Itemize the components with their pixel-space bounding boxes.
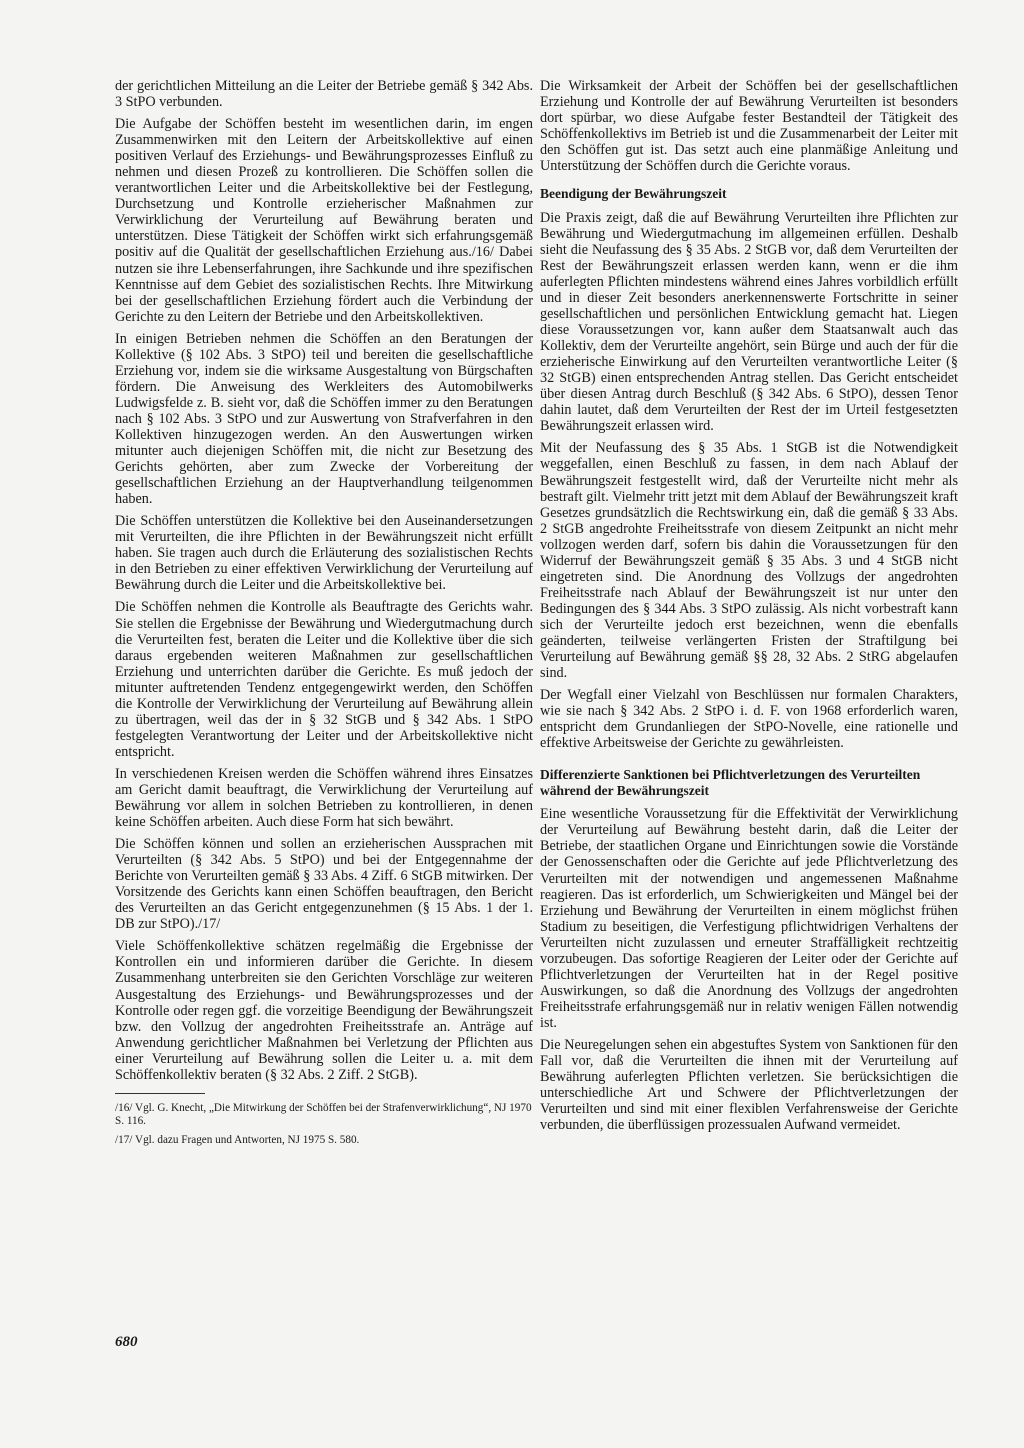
paragraph: Die Schöffen nehmen die Kontrolle als Beauftragte des Gerichts wahr. Sie stellen die Ergebnisse der Bewährung und Wiedergutmachung durch die Verurteilten fest, beraten die Leiter und die Kollektive über die sich daraus ergebenden weiteren Maßnahmen zur gesellschaftlichen Erziehung und unterrichten darüber die Gerichte. Es muß jedoch der mitunter auftretenden Tendenz entgegengewirkt werden, den Schöffen die Kontrolle der Verwirklichung der Verurteilung auf Bewährung allein zu übertragen, weil das der in § 32 StGB und § 342 Abs. 1 StPO festgelegten Verantwortung der Leiter und der Arbeitskollektive nicht entspricht. xyxy=(115,599,533,760)
paragraph: In einigen Betrieben nehmen die Schöffen an den Beratungen der Kollektive (§ 102 Abs. 3 StPO) teil und bereiten die gesellschaftliche Erziehung vor, indem sie die wirksame Ausgestaltung von Bürgschaften fördern. Die Anweisung des Werkleiters des Automobilwerks Ludwigsfelde z. B. sieht vor, daß die Schöffen immer zu den Beratungen nach § 102 Abs. 3 StPO und zur Auswertung von Strafverfahren in den Kollektiven hinzugezogen werden. An den Auswertungen wirken mitunter auch diejenigen Schöffen mit, die nicht zur Besetzung des Gerichts gehörten, aber zum Zwecke der Vorbereitung der gesellschaftlichen Erziehung an der Hauptverhandlung teilgenommen haben. xyxy=(115,330,533,508)
paragraph: Viele Schöffenkollektive schätzen regelmäßig die Ergebnisse der Kontrollen ein und informieren darüber die Gerichte. In diesem Zusammenhang unterbreiten sie den Gerichten Vorschläge zur weiteren Ausgestaltung des Erziehungs- und Bewährungsprozesses und der Kontrolle oder regen ggf. die vorzeitige Beendigung der Bewährungszeit bzw. den Vollzug der angedrohten Freiheitsstrafe an. Anträge auf Anwendung gerichtlicher Maßnahmen bei Verletzung der Pflichten aus einer Verurteilung auf Bewährung sollen die Leiter u. a. mit dem Schöffenkollektiv beraten (§ 32 Abs. 2 Ziff. 2 StGB). xyxy=(115,938,533,1083)
paragraph: In verschiedenen Kreisen werden die Schöffen während ihres Einsatzes am Gericht damit beauftragt, die Verwirklichung der Verurteilung auf Bewährung vor allem in solchen Betrieben zu kontrollieren, in denen keine Schöffen arbeiten. Auch diese Form hat sich bewährt. xyxy=(115,765,533,831)
paragraph: der gerichtlichen Mitteilung an die Leiter der Betriebe gemäß § 342 Abs. 3 StPO verbunden. xyxy=(115,78,533,111)
paragraph: Mit der Neufassung des § 35 Abs. 1 StGB ist die Notwendigkeit weggefallen, einen Beschluß zu fassen, in dem nach Ablauf der Bewährungszeit festgestellt wird, daß der Verurteilte nicht mehr als bestraft gilt. Vielmehr tritt jetzt mit dem Ablauf der Bewährungszeit kraft Gesetzes grundsätzlich die Rechtswirkung ein, daß die gemäß § 33 Abs. 2 StGB angedrohte Freiheitsstrafe von diesem Zeitpunkt an nicht mehr vollzogen werden darf, sofern bis dahin die Voraussetzungen für den Widerruf der Bewährungszeit gemäß § 35 Abs. 3 und 4 StGB nicht eingetreten sind. Die Anordnung des Vollzugs der angedrohten Freiheitsstrafe nach Ablauf der Bewährungszeit ist nur unter den Bedingungen des § 344 Abs. 3 StPO zulässig. Als nicht vorbestraft kann sich der Verurteilte jedoch erst bezeichnen, wenn die ebenfalls geänderten, teilweise verlängerten Fristen der Straftilgung bei Verurteilung auf Bewährung gemäß §§ 28, 32 Abs. 2 StRG abgelaufen sind. xyxy=(540,440,958,682)
page-number: 680 xyxy=(115,1334,138,1350)
paragraph: Die Schöffen unterstützen die Kollektive bei den Auseinandersetzungen mit Verurteilten, die ihre Pflichten in der Bewährungszeit nicht erfüllt haben. Sie tragen auch durch die Erläuterung des sozialistischen Rechts in den Betrieben zu einer effektiven Verwirklichung der Verurteilung auf Bewährung durch die Leiter und die Arbeitskollektive bei. xyxy=(115,513,533,594)
section-heading: Beendigung der Bewährungszeit xyxy=(540,186,727,202)
paragraph: Eine wesentliche Voraussetzung für die Effektivität der Verwirklichung der Verurteilung auf Bewährung besteht darin, daß die Leiter der Betriebe, der staatlichen Organe und Einrichtungen sowie die Vorstände der Genossenschaften oder die Gerichte auf jede Pflichtverletzung des Verurteilten mit der notwendigen und angemessenen Maßnahme reagieren. Das ist erforderlich, um Schwierigkeiten und Mängel bei der Erziehung und Bewährung der Verurteilten in einem möglichst frühen Stadium zu beseitigen, die Verfestigung pflichtwidrigen Verhaltens der Verurteilten nicht zuzulassen und erneuter Straffälligkeit rechtzeitig vorzubeugen. Das sofortige Reagieren der Leiter oder der Gerichte auf Pflichtverletzungen der Verurteilten hat in der Regel positive Auswirkungen, so daß die Anordnung des Vollzugs der angedrohten Freiheitsstrafe erfahrungsgemäß nur in relativ wenigen Fällen notwendig ist. xyxy=(540,806,958,1031)
paragraph: Die Praxis zeigt, daß die auf Bewährung Verurteilten ihre Pflichten zur Bewährung und Wiedergutmachung im allgemeinen erfüllen. Deshalb sieht die Neufassung des § 35 Abs. 2 StGB vor, daß dem Verurteilten der Rest der Bewährungszeit erlassen werden kann, wenn er die ihm auferlegten Pflichten mindestens während eines Jahres vorbildlich erfüllt und in dieser Zeit besonders anerkennenswerte Fortschritte in seiner gesellschaftlichen und persönlichen Entwicklung gemacht hat. Liegen diese Voraussetzungen vor, kann außer dem Staatsanwalt auch das Kollektiv, dem der Verurteilte angehört, sein Bürge und auch der für die erzieherische Einwirkung auf den Verurteilten verantwortliche Leiter (§ 32 StGB) einen entsprechenden Antrag stellen. Das Gericht entscheidet über diesen Antrag durch Beschluß (§ 342 Abs. 6 StPO), dessen Tenor dahin lautet, daß dem Verurteilten der Rest der im Urteil festgesetzten Bewährungszeit erlassen wird. xyxy=(540,209,958,435)
footnote: /17/ Vgl. dazu Fragen und Antworten, NJ 1975 S. 580. xyxy=(115,1133,360,1146)
paragraph: Die Aufgabe der Schöffen besteht im wesentlichen darin, im engen Zusammenwirken mit den Leitern der Arbeitskollektive auf einen positiven Verlauf des Erziehungs- und Bewährungsprozesses Einfluß zu nehmen und diesen Prozeß zu kontrollieren. Die Schöffen sollen die verantwortlichen Leiter und die Arbeitskollektive bei der Festlegung, Durchsetzung und Kontrolle erzieherischer Maßnahmen zur Verwirklichung der Verurteilung auf Bewährung beraten und unterstützen. Diese Tätigkeit der Schöffen wirkt sich erfahrungsgemäß positiv auf die Qualität der gesellschaftlichen Erziehung aus./16/ Dabei nutzen sie ihre Lebenserfahrungen, ihre Sachkunde und ihre spezifischen Kenntnisse auf dem Gebiet des sozialistischen Rechts. Ihre Mitwirkung bei der gesellschaftlichen Erziehung fördert auch die Verbindung der Gerichte zu den Leitern der Betriebe und den Arbeitskollektiven. xyxy=(115,116,533,325)
footnote: /16/ Vgl. G. Knecht, „Die Mitwirkung der Schöffen bei der Strafenverwirklichung“, NJ 1970 S. 116. xyxy=(115,1101,532,1127)
paragraph: Der Wegfall einer Vielzahl von Beschlüssen nur formalen Charakters, wie sie nach § 342 Abs. 2 StPO i. d. F. von 1968 erforderlich waren, entspricht dem Grundanliegen der StPO-Novelle, eine rationelle und effektive Arbeitsweise der Gerichte zu gewährleisten. xyxy=(540,687,958,752)
paragraph: Die Schöffen können und sollen an erzieherischen Aussprachen mit Verurteilten (§ 342 Abs. 5 StPO) und bei der Entgegennahme der Berichte von Verurteilten gemäß § 33 Abs. 4 Ziff. 6 StGB mitwirken. Der Vorsitzende des Gerichts kann einen Schöffen beauftragen, den Bericht des Verurteilten an das Gericht entgegenzunehmen (§ 15 Abs. 1 der 1. DB zur StPO)./17/ xyxy=(115,836,533,933)
right-column xyxy=(540,78,958,1139)
section-heading: Differenzierte Sanktionen bei Pflichtverletzungen des Verurteilten während der Bewährungszeit xyxy=(540,767,921,798)
paragraph: Die Neuregelungen sehen ein abgestuftes System von Sanktionen für den Fall vor, daß die Verurteilten die ihnen mit der Verurteilung auf Bewährung auferlegten Pflichten verletzen. Sie berücksichtigen die unterschiedliche Art und Schwere der Pflichtverletzungen der Verurteilten und sind mit einer flexiblen Verfahrensweise der Gerichte verbunden, die überflüssigen prozessualen Aufwand vermeidet. xyxy=(540,1036,958,1134)
paragraph: Die Wirksamkeit der Arbeit der Schöffen bei der gesellschaftlichen Erziehung und Kontrolle der auf Bewährung Verurteilten ist besonders dort spürbar, wo diese Aufgabe fester Bestandteil der Tätigkeit des Schöffenkollektivs im Betrieb ist und die Zusammenarbeit der Leiter mit den Schöffen gut ist. Das setzt auch eine planmäßige Anleitung und Unterstützung der Schöffen durch die Gerichte voraus. xyxy=(540,78,958,175)
footnote-divider xyxy=(115,1093,205,1094)
left-column xyxy=(115,78,533,1153)
